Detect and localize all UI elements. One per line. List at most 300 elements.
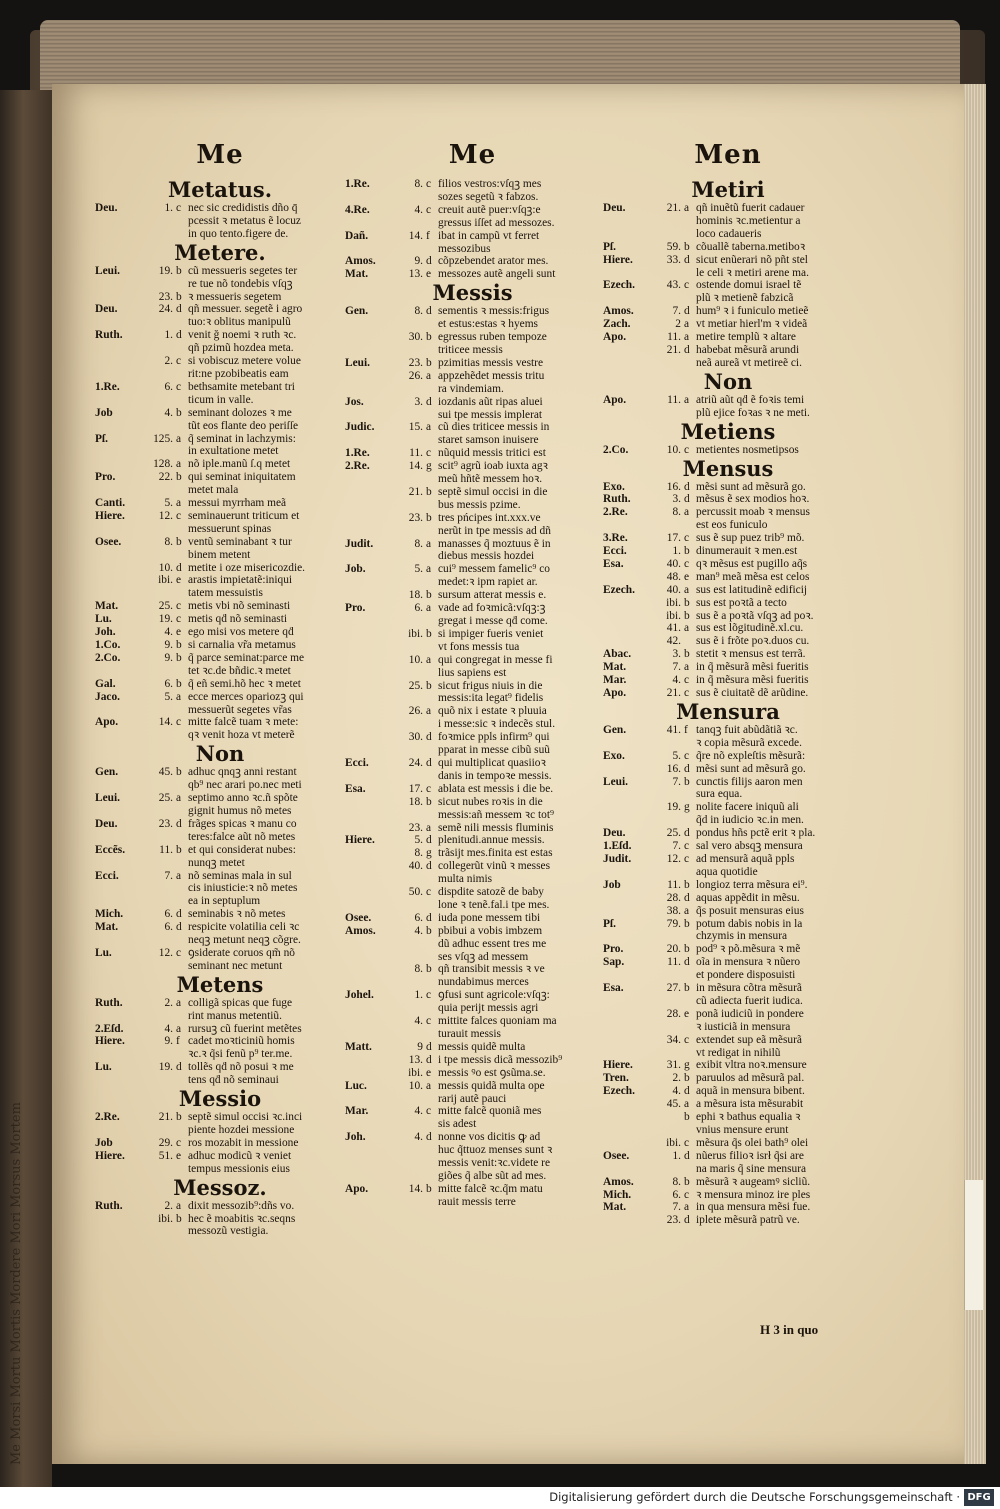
concordance-line — [95, 960, 345, 973]
concordance-line — [603, 202, 853, 215]
quotation-text: in exultatione metet — [188, 445, 279, 458]
concordance-line — [345, 1170, 600, 1183]
chapter-number: 22. — [158, 471, 173, 484]
concordance-line — [95, 882, 345, 895]
concordance-line — [345, 809, 600, 822]
concordance-line — [345, 512, 600, 525]
book-reference: Hiere. — [95, 1035, 125, 1048]
quotation-text: ra vindemiam. — [438, 382, 504, 395]
quotation-text: sicut nubes roꝛis in die — [438, 795, 543, 808]
section-letter: c — [684, 852, 690, 865]
section-letter: c — [684, 749, 690, 762]
concordance-line — [95, 394, 345, 407]
chapter-number: 21. — [158, 1111, 173, 1124]
book-reference — [603, 930, 659, 943]
concordance-line — [603, 545, 853, 558]
concordance-line — [95, 716, 345, 729]
section-letter: b — [426, 627, 432, 640]
book-reference: Ruth. — [95, 996, 123, 1009]
concordance-line — [95, 908, 345, 921]
section-letter — [684, 1163, 696, 1176]
concordance-line — [603, 788, 853, 801]
chapter-number: 2. — [164, 355, 173, 368]
chapter-number: 24. — [408, 756, 423, 769]
quotation-text: aqua quotidie — [696, 865, 758, 878]
section-letter: d — [684, 480, 690, 493]
quotation-text: arastis impietatẽ:iniqui — [188, 574, 293, 587]
quotation-text: sui tpe messis implerat — [438, 408, 543, 421]
section-letter — [176, 394, 188, 407]
concordance-line — [603, 724, 853, 737]
section-letter: b — [684, 878, 690, 891]
section-letter: f — [426, 229, 430, 242]
chapter-number: 14. — [158, 716, 173, 729]
quotation-text: nunqꝫ metet — [188, 856, 245, 869]
concordance-line — [603, 444, 853, 457]
quotation-text: i messe:sic ꝛ indecẽs stul. — [438, 718, 556, 731]
chapter-number: 38. — [666, 904, 681, 917]
book-reference — [603, 763, 659, 776]
book-reference: Ezech. — [603, 279, 635, 292]
section-letter — [176, 445, 188, 458]
quotation-text: sursum atterat messis e. — [438, 589, 547, 602]
concordance-line — [603, 635, 853, 648]
concordance-line — [345, 178, 600, 191]
quotation-text: multa nimis — [438, 873, 493, 886]
chapter-number — [659, 267, 684, 280]
concordance-line — [345, 847, 600, 860]
book-reference — [345, 217, 401, 230]
section-letter — [426, 951, 438, 964]
chapter-number — [401, 344, 426, 357]
quotation-text: tollẽs qḋ nõ posui ꝛ me — [188, 1061, 294, 1074]
chapter-number: 11. — [667, 393, 681, 406]
concordance-line — [345, 654, 600, 667]
quotation-text: nolite facere iniquũ ali — [696, 801, 799, 814]
chapter-number — [151, 394, 176, 407]
quotation-text: ecce merces opariozꝫ qui — [188, 690, 304, 703]
concordance-line — [603, 827, 853, 840]
book-reference — [95, 882, 151, 895]
quotation-text: nec sic credidistis dño q̄ — [188, 202, 298, 214]
chapter-number — [151, 704, 176, 717]
chapter-number — [151, 895, 176, 908]
quotation-text: messis:añ messem ꝛc tot⁹ — [438, 808, 554, 821]
quotation-text: ibat in campũ vt ferret — [438, 229, 540, 242]
book-reference — [345, 705, 401, 718]
chapter-number: 45. — [666, 1098, 681, 1111]
concordance-line — [345, 421, 600, 434]
chapter-number — [401, 641, 426, 654]
concordance-line — [95, 1225, 345, 1238]
concordance-line — [603, 930, 853, 943]
section-letter: a — [176, 996, 182, 1009]
quotation-text: collegerũt vinũ ꝛ messes — [438, 860, 551, 873]
section-letter — [684, 292, 696, 305]
concordance-line — [345, 473, 600, 486]
book-reference — [345, 718, 401, 731]
book-reference — [345, 1144, 401, 1157]
concordance-line — [345, 744, 600, 757]
book-reference — [603, 1098, 659, 1111]
chapter-number: ibi. — [408, 627, 423, 640]
book-reference — [345, 1002, 401, 1015]
concordance-line — [95, 368, 345, 381]
book-reference: Tren. — [603, 1072, 629, 1085]
quotation-text: gregat i messe qḋ come. — [438, 615, 548, 627]
chapter-number — [659, 215, 684, 228]
concordance-line — [603, 493, 853, 506]
concordance-line — [95, 1048, 345, 1061]
concordance-line — [95, 652, 345, 665]
section-letter — [426, 976, 438, 989]
section-letter — [176, 934, 188, 947]
section-letter: g — [426, 847, 432, 860]
chapter-number — [659, 995, 684, 1008]
concordance-line — [603, 481, 853, 494]
book-reference — [603, 969, 659, 982]
quotation-text: metientes nosmetipsos — [696, 443, 799, 456]
entry-heading: Metere. — [174, 239, 266, 265]
concordance-line — [603, 1085, 853, 1098]
book-reference — [95, 278, 151, 291]
quotation-text: rursuꝫ cũ fuerint metẽtes — [188, 1022, 302, 1035]
section-letter: d — [684, 493, 690, 506]
chapter-number — [401, 243, 426, 256]
concordance-line — [95, 934, 345, 947]
book-reference: Judit. — [603, 852, 632, 865]
book-reference — [95, 291, 151, 304]
quotation-text: plũ ꝛ metienẽ fabzicã — [696, 292, 794, 305]
section-letter: d — [684, 891, 690, 904]
section-letter — [426, 383, 438, 396]
section-letter: c — [684, 1188, 690, 1201]
quotation-text: piente hozdei messione — [188, 1124, 295, 1136]
concordance-line — [345, 641, 600, 654]
book-reference — [603, 1034, 659, 1047]
book-reference: 1.Eſd. — [603, 840, 632, 853]
chapter-number: ibi. — [666, 1136, 681, 1149]
entry-heading: Messis — [432, 280, 513, 306]
chapter-number: 25. — [158, 792, 173, 805]
quotation-text: qui seminat iniquitatem — [188, 471, 296, 484]
book-reference: Leui. — [95, 264, 121, 277]
chapter-number: 16. — [666, 480, 681, 493]
book-reference — [345, 576, 401, 589]
quotation-text: sozes segetũ ꝛ fabzos. — [438, 190, 539, 203]
quotation-text: qꝛ mẽsus est pugillo aq̃s — [696, 557, 808, 570]
book-reference — [603, 267, 659, 280]
section-letter — [426, 1028, 438, 1041]
concordance-line — [603, 1214, 853, 1227]
book-reference: 2.Re. — [345, 460, 370, 473]
book-reference: Leui. — [95, 792, 121, 805]
book-reference — [345, 796, 401, 809]
concordance-line — [603, 1008, 853, 1021]
concordance-line — [95, 1010, 345, 1023]
quotation-text: triticee messis — [438, 343, 503, 356]
concordance-line — [345, 409, 600, 422]
section-letter: a — [684, 1098, 690, 1111]
section-letter: b — [426, 356, 432, 369]
chapter-number: 16. — [666, 762, 681, 775]
concordance-line — [345, 1157, 600, 1170]
quotation-text: messozes autẽ angeli sunt — [438, 268, 556, 281]
section-letter: b — [176, 843, 182, 856]
chapter-number — [401, 938, 426, 951]
quotation-text: atriũ aũt qḋ ẽ foꝛis temi — [696, 393, 805, 406]
section-letter — [426, 1170, 438, 1183]
section-letter — [684, 1124, 696, 1137]
concordance-line — [603, 1034, 853, 1047]
concordance-line — [95, 805, 345, 818]
book-reference: Apo. — [603, 687, 627, 699]
chapter-number: 6. — [672, 1188, 681, 1201]
concordance-line — [603, 519, 853, 532]
concordance-line — [345, 770, 600, 783]
section-letter: a — [426, 421, 432, 434]
quotation-text: ros mozabit in messione — [188, 1136, 299, 1149]
quotation-text: danis in tempoꝛe messis. — [438, 769, 552, 782]
quotation-text: adhuc modicũ ꝛ veniet — [188, 1149, 292, 1162]
chapter-number: 10. — [408, 1079, 423, 1092]
chapter-number — [401, 873, 426, 886]
chapter-number: 8. — [414, 963, 423, 976]
book-reference: Eccẽs. — [95, 843, 126, 856]
chapter-number: 11. — [667, 956, 681, 969]
book-reference — [345, 512, 401, 525]
section-letter: c — [176, 380, 182, 393]
concordance-line — [603, 1163, 853, 1176]
section-letter — [684, 228, 696, 241]
concordance-line — [95, 1213, 345, 1226]
section-letter: a — [684, 506, 690, 519]
section-letter — [426, 344, 438, 357]
book-reference: Ruth. — [603, 493, 631, 506]
concordance-line — [95, 355, 345, 368]
chapter-number: 7. — [164, 869, 173, 882]
book-reference: Hiere. — [95, 509, 125, 522]
section-letter — [176, 1048, 188, 1061]
book-reference — [603, 407, 659, 420]
chapter-number — [151, 523, 176, 536]
chapter-number — [401, 718, 426, 731]
section-letter — [426, 718, 438, 731]
book-reference — [95, 831, 151, 844]
chapter-number: 5. — [414, 834, 423, 847]
concordance-line — [345, 628, 600, 641]
concordance-line — [603, 995, 853, 1008]
chapter-number: 19. — [158, 1061, 173, 1074]
concordance-line — [603, 407, 853, 420]
chapter-number: 6. — [164, 380, 173, 393]
book-reference — [603, 597, 659, 610]
book-reference — [603, 1124, 659, 1137]
quotation-text: sus ẽ ciuitatẽ dẽ arũdine. — [696, 687, 809, 699]
quotation-text: sura equa. — [696, 788, 743, 801]
quotation-text: seminabis ꝛ nõ metes — [188, 908, 286, 921]
chapter-number — [151, 445, 176, 458]
quotation-text: ꝯfusi sunt agricole:vſqꝫ: — [438, 989, 550, 1002]
chapter-number: 41. — [666, 723, 681, 736]
section-letter — [684, 519, 696, 532]
text-column-3 — [603, 140, 853, 1227]
book-reference — [345, 1015, 401, 1028]
chapter-number: ibi. — [158, 574, 173, 587]
entry-heading: Metatus. — [167, 177, 272, 202]
book-reference — [345, 344, 401, 357]
chapter-number: 17. — [408, 782, 423, 795]
quotation-text: ꝛc.ꝛ q̃si fenũ p⁹ ter.me. — [188, 1048, 293, 1061]
quotation-text: man⁹ meã mẽsa est celos — [696, 570, 810, 583]
concordance-line — [95, 766, 345, 779]
quotation-text: manasses q̃ moztuus ẽ in — [438, 537, 551, 550]
book-reference — [345, 550, 401, 563]
chapter-number: 42. — [666, 635, 681, 648]
quotation-text: sus ẽ a poꝛtã vſqꝫ ad poꝛ. — [696, 609, 814, 622]
section-letter — [684, 1021, 696, 1034]
quotation-text: a mẽsura ista mẽsurabit — [696, 1098, 804, 1111]
concordance-line — [95, 329, 345, 342]
chapter-number — [659, 357, 684, 370]
section-letter: c — [176, 613, 182, 626]
concordance-line — [95, 215, 345, 228]
section-letter — [176, 484, 188, 497]
section-letter: a — [426, 563, 432, 576]
quotation-text: exibit vltra noꝛ.mensure — [696, 1059, 807, 1072]
concordance-line — [345, 344, 600, 357]
quotation-text: qñ pzimũ hozdea meta. — [188, 342, 294, 355]
chapter-number: 4. — [672, 1085, 681, 1098]
chapter-number: 40. — [666, 557, 681, 570]
concordance-line — [95, 1200, 345, 1213]
section-letter: c — [684, 840, 690, 853]
chapter-number: 10. — [158, 561, 173, 574]
concordance-line — [95, 445, 345, 458]
book-reference: Dañ. — [345, 229, 369, 242]
quotation-text: messis ꝰo est ꝯsũma.se. — [438, 1066, 546, 1079]
concordance-line — [345, 731, 600, 744]
book-reference: Hiere. — [603, 1059, 633, 1072]
book-reference: Amos. — [603, 305, 634, 318]
quotation-text: tanqꝫ fuit abũdãtiã ꝛc. — [696, 723, 798, 736]
quotation-text: seminant nec metunt — [188, 959, 283, 972]
book-reference — [95, 1213, 151, 1226]
section-letter: e — [176, 626, 182, 639]
chapter-number: 9. — [164, 1035, 173, 1048]
quotation-text: sus est lõgitudinẽ.xl.cu. — [696, 622, 804, 635]
chapter-number: 8. — [414, 537, 423, 550]
entry-heading: Metiri — [691, 177, 765, 202]
section-letter: d — [426, 395, 432, 408]
chapter-number: 8. — [672, 1175, 681, 1188]
section-letter: d — [426, 305, 432, 318]
quotation-text: rarij autẽ pauci — [438, 1092, 507, 1105]
chapter-number: 20. — [666, 943, 681, 956]
book-reference: Abac. — [603, 648, 632, 661]
concordance-line — [603, 506, 853, 519]
concordance-line — [345, 860, 600, 873]
concordance-line — [95, 818, 345, 831]
quotation-text: aquã in mensura bibent. — [696, 1085, 805, 1098]
chapter-number: 7. — [672, 305, 681, 318]
quotation-text: plũ ejice foꝛas ꝛ ne meti. — [696, 406, 810, 419]
book-reference — [345, 886, 401, 899]
quotation-text: qꝛ venit hoza vt meterẽ — [188, 729, 295, 742]
concordance-line — [345, 357, 600, 370]
book-reference: 2.Re. — [95, 1111, 120, 1124]
quotation-text: ponã iudiciũ in pondere — [696, 1007, 804, 1020]
chapter-number — [151, 278, 176, 291]
book-reference — [95, 549, 151, 562]
concordance-line — [95, 613, 345, 626]
book-reference — [345, 731, 401, 744]
quotation-text: dinumerauit ꝛ men.est — [696, 545, 798, 558]
book-reference — [603, 866, 659, 879]
quotation-text: sicut enũerari nõ pñt stel — [696, 253, 808, 266]
quotation-text: sal vero absqꝫ mensura — [696, 840, 803, 853]
chapter-number: 6. — [414, 602, 423, 615]
entry-heading: Mensus — [682, 455, 774, 481]
concordance-line — [95, 600, 345, 613]
section-letter — [684, 215, 696, 228]
book-reference: Exo. — [603, 749, 625, 762]
book-reference — [345, 628, 401, 641]
chapter-number: 4. — [164, 1022, 173, 1035]
book-reference — [345, 938, 401, 951]
quotation-text: sus est poꝛtã a tecto — [696, 596, 787, 609]
quotation-text: qb⁹ nec arari po.nec meti — [188, 779, 302, 792]
book-reference — [345, 1157, 401, 1170]
book-reference: Mich. — [95, 908, 124, 921]
quotation-text: na maris q̃ sine mensura — [696, 1162, 807, 1175]
concordance-line — [603, 532, 853, 545]
concordance-line — [603, 215, 853, 228]
book-reference — [345, 589, 401, 602]
concordance-line — [95, 947, 345, 960]
quotation-text: q̃ eñ semi.hõ hec ꝛ metet — [188, 677, 301, 690]
quotation-text: pondus hñs pctẽ erit ꝛ pla. — [696, 827, 816, 840]
section-letter: d — [426, 731, 432, 744]
concordance-line — [95, 678, 345, 691]
book-reference: 1.Re. — [345, 447, 370, 460]
chapter-number: 1. — [164, 329, 173, 342]
section-letter: a — [426, 705, 432, 718]
chapter-number: 28. — [666, 1007, 681, 1020]
concordance-line — [603, 1098, 853, 1111]
section-letter — [426, 499, 438, 512]
book-reference: Job — [603, 878, 621, 891]
book-reference: Osee. — [603, 1149, 630, 1162]
chapter-number: 23. — [666, 1214, 681, 1227]
quotation-text: filios vestros:vſqꝫ mes — [438, 178, 542, 190]
quotation-text: mẽsus ẽ sex modios hoꝛ. — [696, 493, 810, 506]
concordance-line — [95, 704, 345, 717]
book-reference: Job — [95, 1136, 113, 1149]
section-letter: e — [684, 570, 690, 583]
section-letter: b — [684, 917, 690, 930]
book-reference: Ruth. — [95, 1199, 123, 1212]
quotation-text: pbibui a vobis imbzem — [438, 924, 543, 937]
bookmark-tab — [964, 1180, 983, 1310]
book-reference — [95, 1048, 151, 1061]
quotation-text: stetit ꝛ mensus est terrã. — [696, 648, 806, 661]
section-letter: b — [426, 511, 432, 524]
section-letter — [176, 960, 188, 973]
quotation-text: loco cadaueris — [696, 227, 762, 240]
page-stack-top-edge — [40, 20, 960, 90]
section-letter — [426, 1093, 438, 1106]
